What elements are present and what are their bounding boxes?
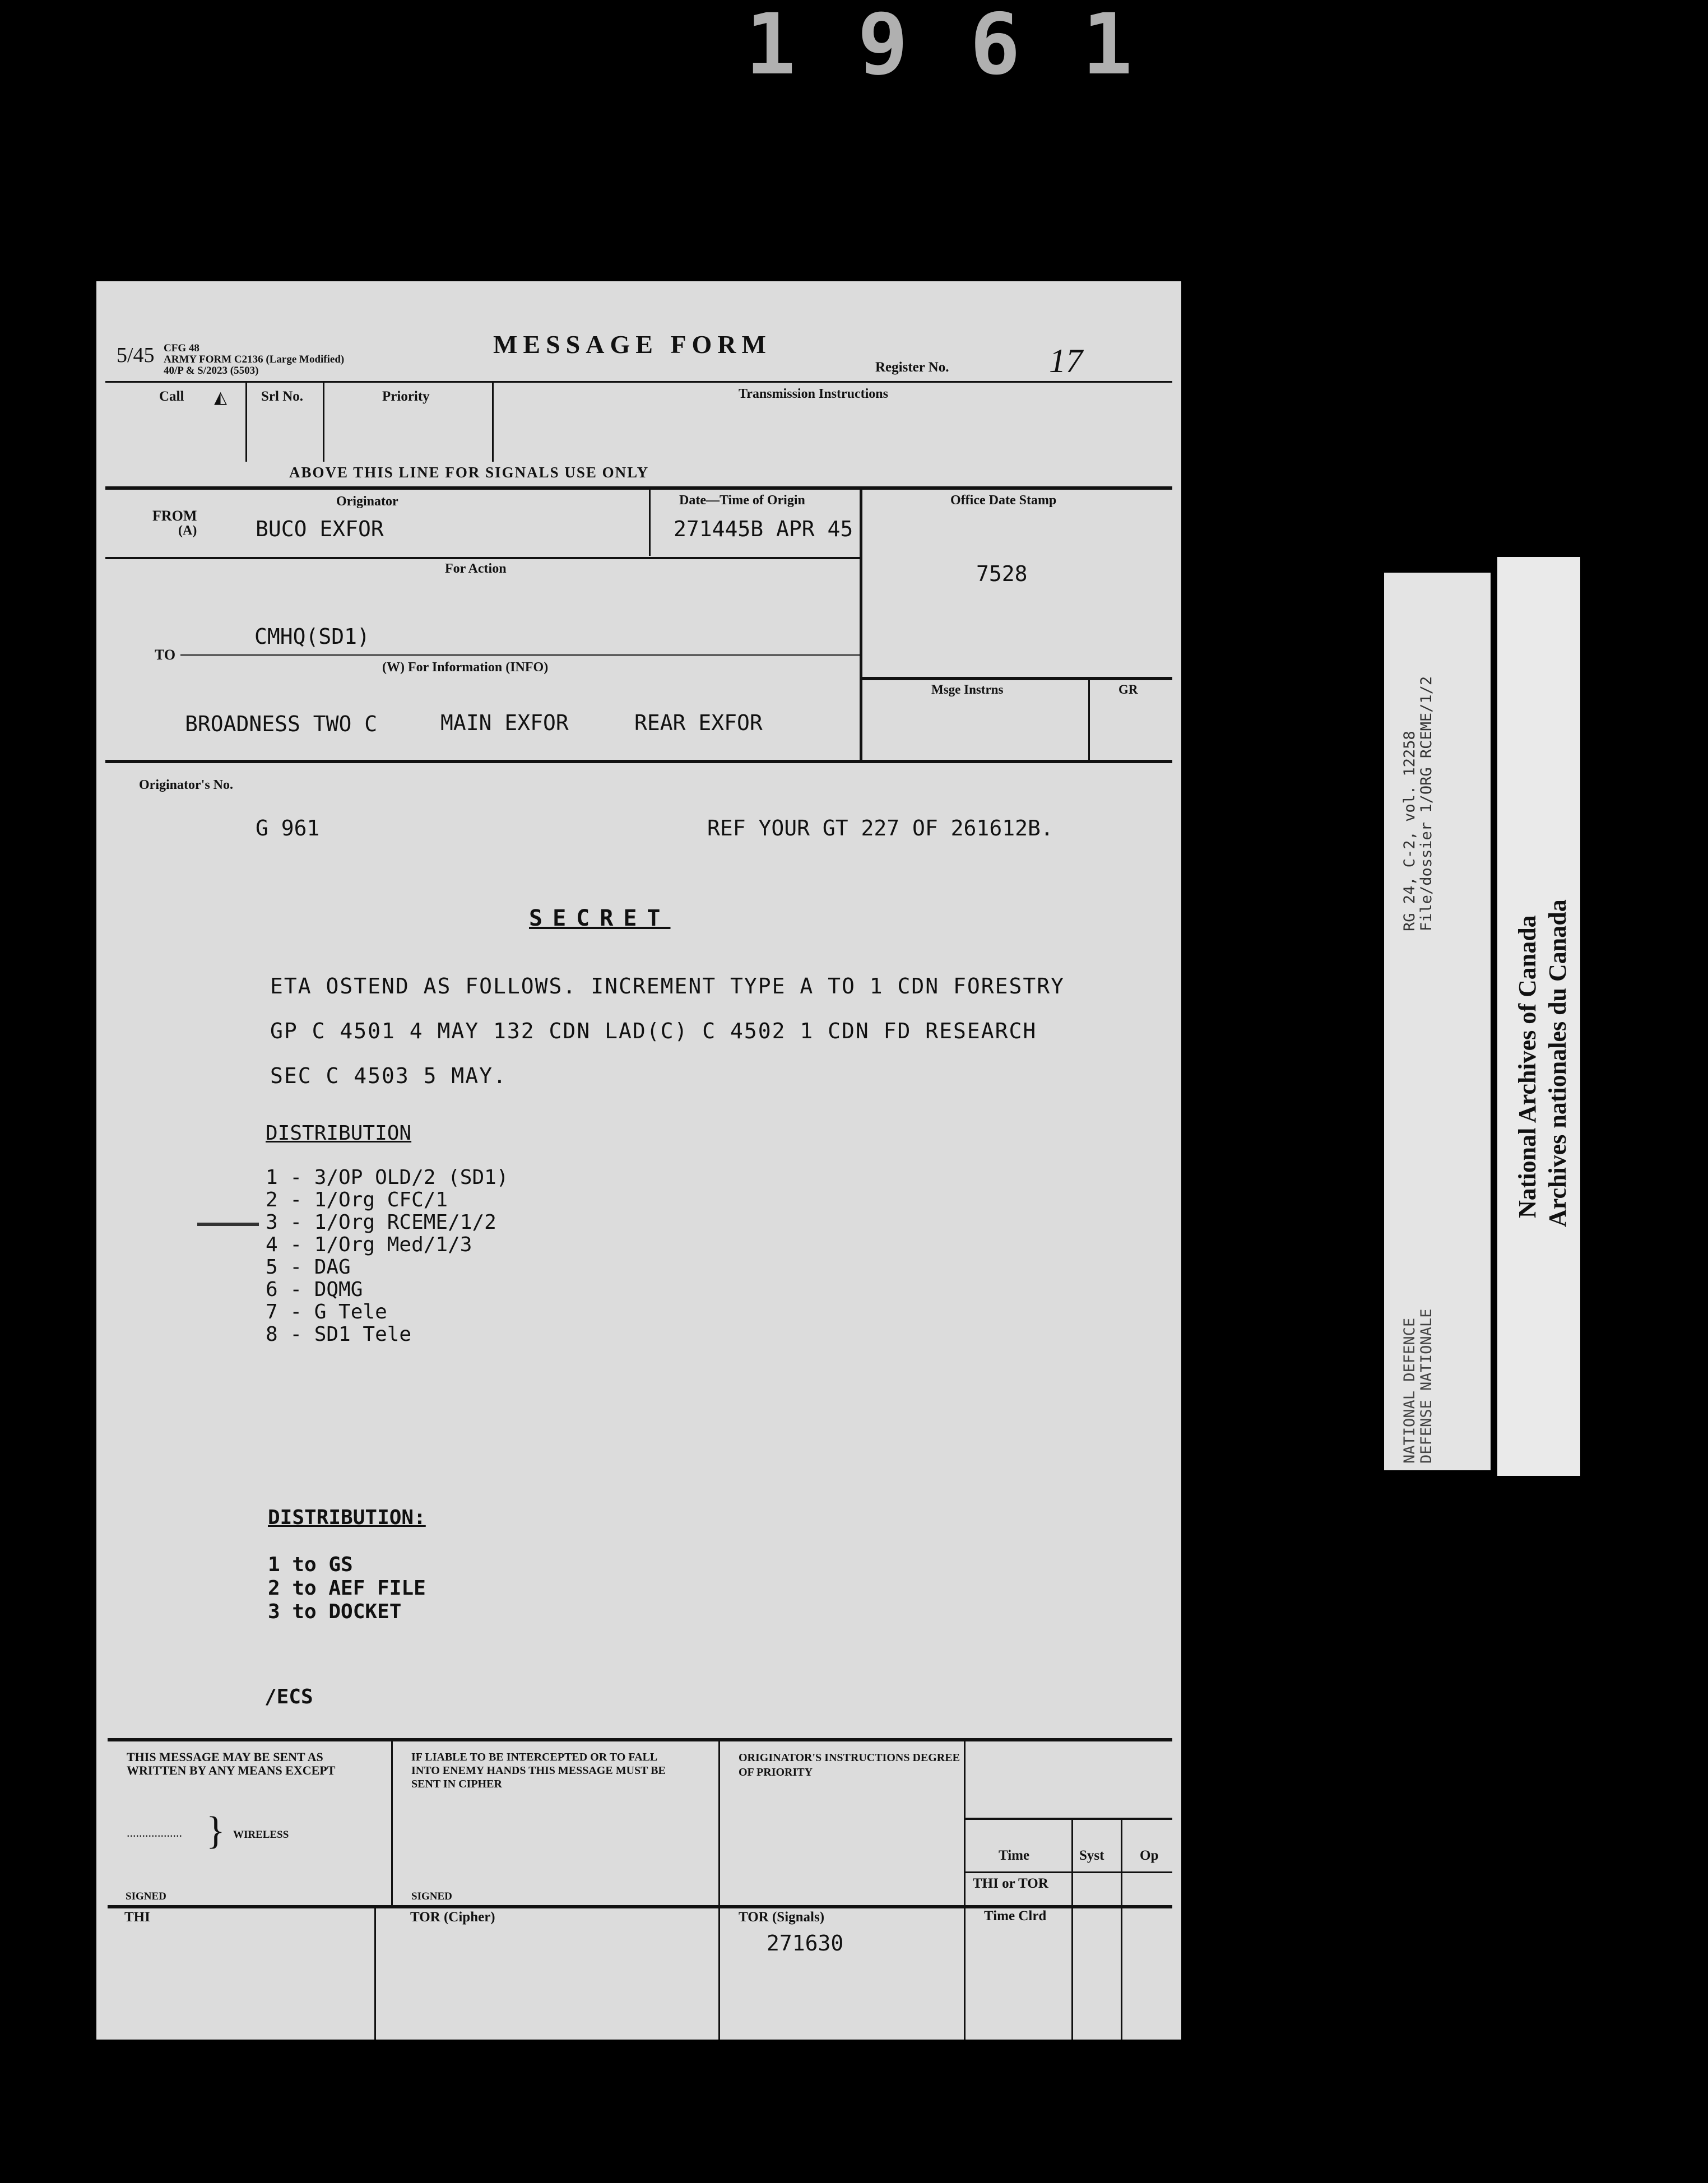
footer-top-rule [108, 1738, 1172, 1741]
register-label: Register No. [875, 360, 949, 375]
srl-label: Srl No. [261, 389, 303, 404]
signoff: /ECS [264, 1685, 313, 1708]
form-title: MESSAGE FORM [493, 330, 772, 359]
dots: .................. [127, 1826, 182, 1840]
to-value: CMHQ(SD1) [254, 624, 370, 649]
from-row-rule [105, 557, 861, 559]
from-sub: (A) [178, 523, 197, 538]
gr-divider [1088, 678, 1090, 762]
archives-fr: Archives nationales du Canada [1544, 899, 1571, 1227]
header-box-bottom [105, 760, 1172, 763]
archive-reference-1: RG 24, C-2, vol. 12258 [1401, 731, 1418, 931]
date-label: Date—Time of Origin [679, 493, 805, 508]
syst-label: Syst [1079, 1848, 1104, 1863]
header-box-top [105, 486, 1172, 490]
time-divider [1071, 1819, 1073, 2040]
body-line-3: SEC C 4503 5 MAY. [270, 1063, 507, 1088]
gr-label: GR [1118, 682, 1138, 696]
archive-reference-2: File/dossier 1/ORG RCEME/1/2 [1418, 676, 1435, 931]
stamp-divider [860, 486, 862, 762]
dept-line-2: DEFENSE NATIONALE [1418, 1308, 1435, 1464]
office-stamp-label: Office Date Stamp [950, 493, 1057, 508]
distribution-item: 1 to GS [268, 1553, 353, 1576]
time-label: Time [999, 1848, 1030, 1863]
op-label: Op [1140, 1848, 1159, 1863]
transmission-label: Transmission Instructions [739, 387, 888, 401]
form-code: CFG 48 ARMY FORM C2136 (Large Modified) 40/P & S/2023 (5503) [164, 342, 345, 377]
distribution-heading-1: DISTRIBUTION [266, 1122, 412, 1145]
thi-tor-label: THI or TOR [973, 1876, 1048, 1891]
originators-no: G 961 [256, 816, 320, 840]
tor-signals-label: TOR (Signals) [739, 1910, 825, 1925]
call-divider [245, 382, 247, 462]
signals-use-line: ABOVE THIS LINE FOR SIGNALS USE ONLY [289, 464, 649, 481]
brace-icon: } [206, 1809, 225, 1852]
originator-value: BUCO EXFOR [256, 517, 384, 541]
info-value-3: REAR EXFOR [634, 710, 763, 735]
originator-label: Originator [336, 494, 398, 509]
distribution-item: 4 - 1/Org Med/1/3 [266, 1233, 472, 1256]
msge-row-rule [861, 677, 1172, 680]
syst-divider [1121, 1819, 1122, 2040]
time-table-top [964, 1818, 1172, 1820]
tor-signals-value: 271630 [767, 1931, 844, 1956]
priority-divider [492, 382, 494, 462]
frame-number: 1961 [745, 0, 1195, 94]
distribution-item: 2 - 1/Org CFC/1 [266, 1188, 448, 1211]
sent-as-written: THIS MESSAGE MAY BE SENT AS WRITTEN BY ANY MEANS EXCEPT [127, 1750, 336, 1777]
dept-line-1: NATIONAL DEFENCE [1401, 1317, 1418, 1464]
pen-mark [197, 1223, 259, 1226]
distribution-item: 2 to AEF FILE [268, 1577, 426, 1600]
wireless-label: WIRELESS [233, 1829, 289, 1841]
distribution-item: 1 - 3/OP OLD/2 (SD1) [266, 1166, 509, 1189]
call-label: Call [159, 389, 184, 404]
distribution-list-2 [268, 1553, 426, 1624]
archive-reference-strip [1384, 573, 1491, 1470]
distribution-item: 6 - DQMG [266, 1278, 363, 1301]
for-action-label: For Action [445, 561, 507, 576]
info-value-1: BROADNESS TWO C [185, 712, 378, 736]
body-line-2: GP C 4501 4 MAY 132 CDN LAD(C) C 4502 1 CDN FD RESEARCH [270, 1019, 1037, 1043]
srl-divider [323, 382, 324, 462]
msge-instr-label: Msge Instrns [931, 682, 1004, 696]
signed-label-1: SIGNED [126, 1891, 166, 1902]
tor-cipher-label: TOR (Cipher) [410, 1910, 495, 1925]
cipher-note: IF LIABLE TO BE INTERCEPTED OR TO FALL INTO ENEMY HANDS THIS MESSAGE MUST BE SENT IN CIPHER [411, 1751, 666, 1790]
orig-instructions: ORIGINATOR'S INSTRUCTIONS DEGREE OF PRIORITY [739, 1752, 960, 1778]
register-number: 17 [1049, 342, 1083, 379]
footer-divider-3 [964, 1740, 966, 2040]
originator-divider [649, 489, 651, 556]
message-form-sheet [96, 281, 1181, 2040]
distribution-item: 5 - DAG [266, 1256, 351, 1279]
to-rule [180, 654, 860, 656]
office-stamp-value: 7528 [976, 561, 1028, 586]
body-line-1: ETA OSTEND AS FOLLOWS. INCREMENT TYPE A TO 1 CDN FORESTRY [270, 974, 1065, 998]
to-label: TO [155, 647, 176, 663]
call-mark-icon: ◭ [214, 388, 228, 407]
time-row-rule [964, 1871, 1172, 1873]
reference: REF YOUR GT 227 OF 261612B. [707, 816, 1053, 840]
archive-name-strip [1497, 557, 1580, 1476]
distribution-item: 7 - G Tele [266, 1300, 387, 1323]
classification: SECRET [529, 905, 671, 931]
form-number-handwritten: 5/45 [117, 343, 155, 367]
distribution-item: 3 - 1/Org RCEME/1/2 [266, 1211, 496, 1234]
from-label: FROM [152, 508, 197, 524]
time-clrd-label: Time Clrd [984, 1908, 1047, 1924]
thi-label: THI [124, 1910, 150, 1925]
originators-no-label: Originator's No. [139, 778, 233, 792]
distribution-item: 3 to DOCKET [268, 1600, 402, 1623]
date-value: 271445B APR 45 [674, 517, 853, 541]
tor-cipher-divider [718, 1907, 720, 2040]
priority-label: Priority [382, 389, 430, 404]
footer-divider-1 [391, 1740, 393, 1906]
info-label: (W) For Information (INFO) [382, 660, 549, 675]
footer-divider-2 [718, 1740, 720, 1906]
info-value-2: MAIN EXFOR [440, 710, 569, 735]
distribution-heading-2: DISTRIBUTION: [268, 1506, 426, 1529]
distribution-item: 8 - SD1 Tele [266, 1323, 412, 1346]
signed-label-2: SIGNED [411, 1891, 452, 1902]
distribution-list-1 [266, 1167, 508, 1346]
header-rule [105, 381, 1172, 383]
thi-divider [374, 1907, 376, 2040]
archives-en: National Archives of Canada [1514, 915, 1541, 1218]
